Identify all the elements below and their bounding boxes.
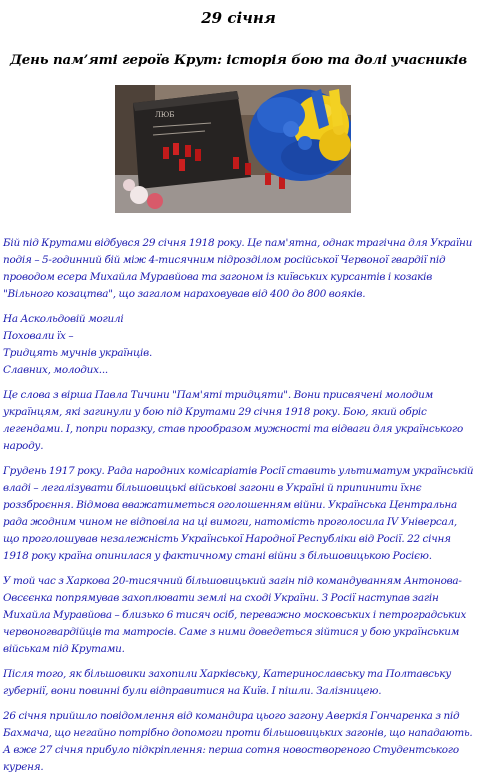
poem-line: Поховали їх – [3, 330, 74, 342]
poem-line: Славних, молодих... [3, 364, 109, 376]
article-paragraph: Після того, як більшовики захопили Харківську, Катеринославську та Полтавську губернії, вони повинні були відправитися на Київ. І пішли. Залізницею. [3, 668, 452, 697]
article-paragraph: У той час з Харкова 20-тисячний більшовицький загін під командуванням Антонова-Овсєєнка попрямував захоплювати землі на сході України. З Росії наступав загін Михайла Муравйова – близько 6 тисяч осіб, переважно московських і петроградських червоногвардійців та матросів. Саме з ними доведеться зійтися у бою українським військам під Крутами. [3, 575, 467, 655]
article-paragraph: Це слова з вірша Павла Тичини "Пам'яті тридцяти". Вони присвячені молодим українцям, які загинули у бою під Крутами 29 січня 1918 року. Бою, який обріс легендами. І, попри поразку, став прообразом мужності та відваги для українського народу. [3, 389, 464, 452]
memorial-photo-icon [115, 85, 351, 213]
poem-quote [3, 311, 475, 379]
article-paragraph: 26 січня прийшло повідомлення від командира цього загону Аверкія Гончаренка з під Бахмача, що негайно потрібно допомоги проти більшовицьких загонів, що нападають. А вже 27 січня прибуло підкріплення: перша сотня новоствореного Студентського куреня. [3, 710, 473, 773]
page-date: 29 січня [201, 9, 276, 27]
stone-inscription: ЛЮБ [155, 111, 175, 119]
page-title: День пам’яті героїв Крут: історія бою та долі учасників [10, 52, 467, 68]
article-paragraph: Грудень 1917 року. Рада народних комісаріатів Росії ставить ультиматум українській владі – легалізувати більшовицькі військові загони в Україні й припинити їхнє роззброєння. Відмова вважатиметься оголошенням війни. Українська Центральна рада жодним чином не відповіла на ці вимоги, натомість проголосила IV Універсал, що проголошував незалежність Української Народної Республіки від Росії. 22 січня 1918 року країна опинилася у фактичному стані війни з більшовицькою Росією. [3, 465, 474, 562]
article-body [3, 235, 475, 784]
poem-line: На Аскольдовій могилі [3, 313, 124, 325]
article-paragraph: Бій під Крутами відбувся 29 січня 1918 року. Це пам'ятна, однак трагічна для України подія – 5-годинний бій між 4-тисячним підрозділом російської Червоної гвардії під проводом есера Михайла Муравйова та загоном із київських курсантів і козаків "Вільного козацтва", що загалом нараховував від 400 до 800 вояків. [3, 237, 473, 300]
poem-line: Тридцять мучнів українців. [3, 347, 153, 359]
